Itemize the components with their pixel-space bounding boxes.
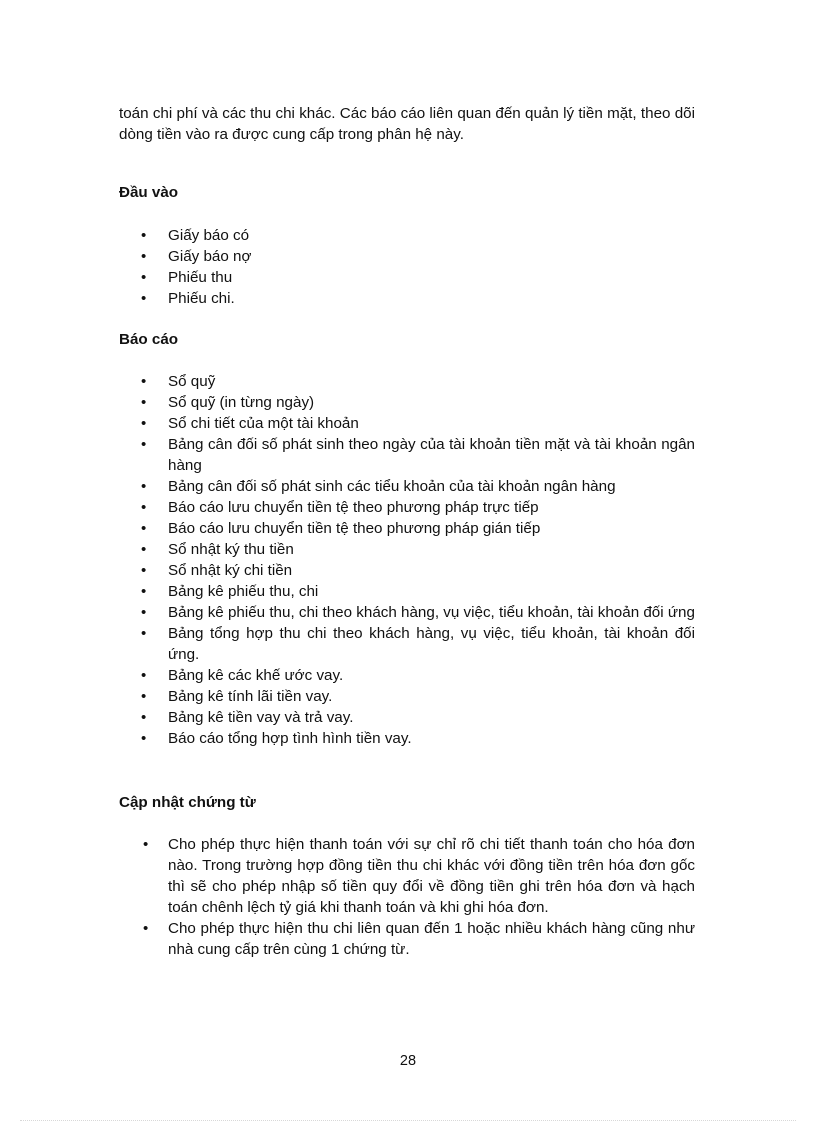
list-item: • Báo cáo lưu chuyển tiền tệ theo phương pháp trực tiếp <box>119 497 695 518</box>
list-item: • Giấy báo có <box>119 225 695 246</box>
list-item: • Bảng kê phiếu thu, chi <box>119 581 695 602</box>
list-item: • Cho phép thực hiện thu chi liên quan đến 1 hoặc nhiều khách hàng cũng như nhà cung cấp trên cùng 1 chứng từ. <box>119 918 695 960</box>
list-item: • Bảng cân đối số phát sinh theo ngày của tài khoản tiền mặt và tài khoản ngân hàng <box>119 434 695 476</box>
list-item: • Phiếu chi. <box>119 288 695 309</box>
list-item: • Sổ quỹ (in từng ngày) <box>119 392 695 413</box>
list-item: • Sổ nhật ký thu tiền <box>119 539 695 560</box>
reports-list <box>119 371 695 749</box>
list-item: • Bảng tổng hợp thu chi theo khách hàng, vụ việc, tiểu khoản, tài khoản đối ứng. <box>119 623 695 665</box>
updates-list <box>119 834 695 960</box>
section-heading-inputs: Đầu vào <box>119 184 179 201</box>
list-item: • Bảng kê tiền vay và trả vay. <box>119 707 695 728</box>
inputs-list <box>119 225 695 309</box>
list-item: • Báo cáo tổng hợp tình hình tiền vay. <box>119 728 695 749</box>
section-heading-reports: Báo cáo <box>119 331 179 348</box>
list-item: • Bảng cân đối số phát sinh các tiểu khoản của tài khoản ngân hàng <box>119 476 695 497</box>
intro-paragraph: toán chi phí và các thu chi khác. Các báo cáo liên quan đến quản lý tiền mặt, theo dõi dòng tiền vào ra được cung cấp trong phân hệ này. <box>119 105 695 143</box>
list-item: • Sổ nhật ký chi tiền <box>119 560 695 581</box>
list-item: • Cho phép thực hiện thanh toán với sự chỉ rõ chi tiết thanh toán cho hóa đơn nào. Trong trường hợp đồng tiền thu chi khác với đồng tiền trên hóa đơn gốc thì sẽ cho phép nhập số tiền quy đổi về đồng tiền ghi trên hóa đơn và hạch toán chênh lệch tỷ giá khi thanh toán và khi ghi hóa đơn. <box>119 834 695 918</box>
page-number: 28 <box>399 1053 417 1069</box>
page-bottom-divider <box>20 1120 796 1121</box>
list-item: • Bảng kê các khế ước vay. <box>119 665 695 686</box>
list-item: • Sổ chi tiết của một tài khoản <box>119 413 695 434</box>
list-item: • Báo cáo lưu chuyển tiền tệ theo phương pháp gián tiếp <box>119 518 695 539</box>
list-item: • Sổ quỹ <box>119 371 695 392</box>
list-item: • Giấy báo nợ <box>119 246 695 267</box>
list-item: • Bảng kê tính lãi tiền vay. <box>119 686 695 707</box>
list-item: • Bảng kê phiếu thu, chi theo khách hàng, vụ việc, tiểu khoản, tài khoản đối ứng <box>119 602 695 623</box>
section-heading-updates: Cập nhật chứng từ <box>119 794 256 811</box>
list-item: • Phiếu thu <box>119 267 695 288</box>
